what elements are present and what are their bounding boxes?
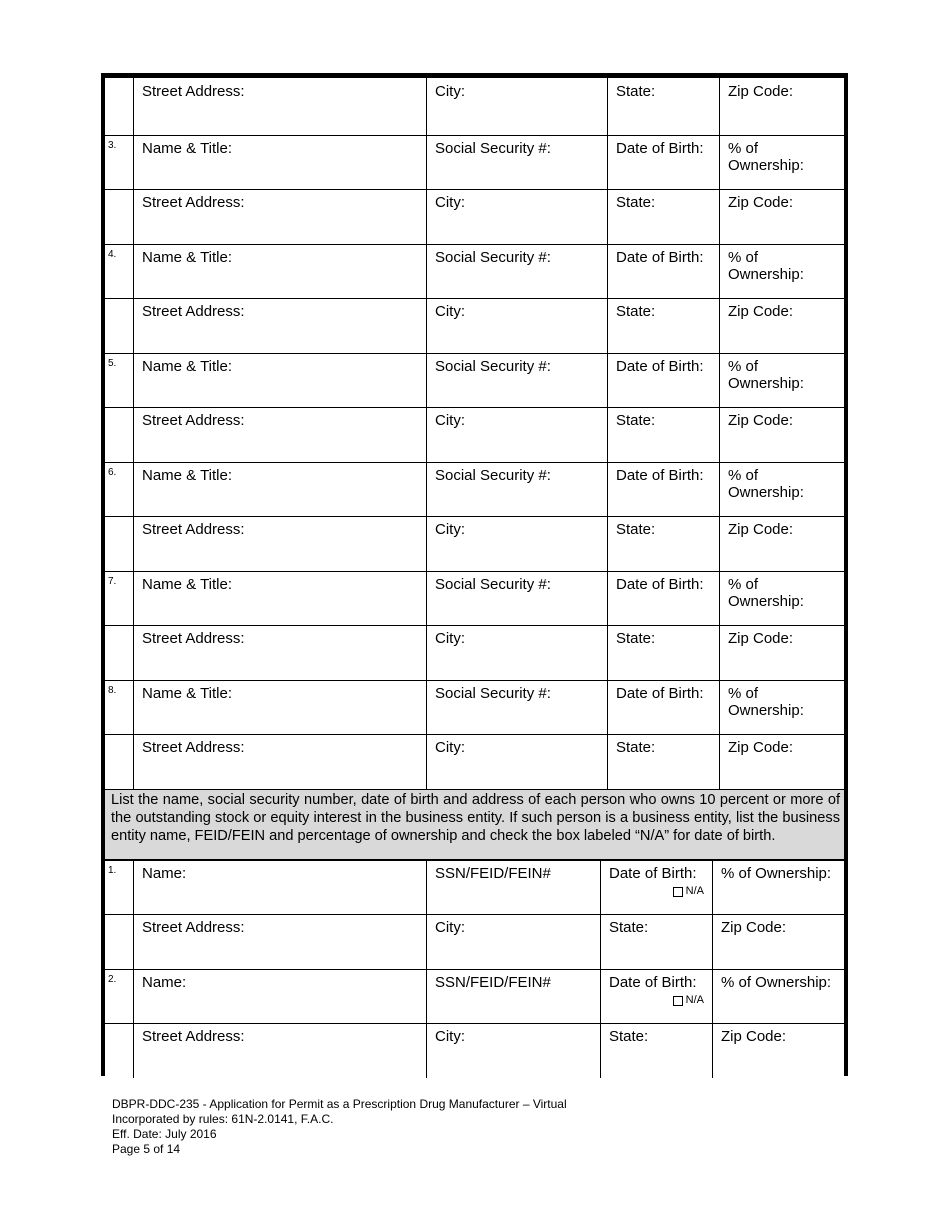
city-label: City: (435, 412, 465, 429)
number-cell (104, 625, 133, 680)
state-label: State: (616, 194, 656, 211)
ownership-field[interactable] (719, 244, 844, 298)
owner-row (105, 571, 844, 625)
name-title-field[interactable] (133, 571, 426, 625)
page-footer (112, 1097, 567, 1157)
name-title-field[interactable] (133, 135, 426, 189)
na-checkbox[interactable] (673, 996, 683, 1006)
social-security-field[interactable] (426, 462, 607, 516)
state-field[interactable] (607, 516, 719, 571)
state-field[interactable] (607, 407, 719, 462)
social-security-field[interactable] (426, 244, 607, 298)
zip-code-field[interactable] (719, 298, 844, 353)
date-of-birth-label: Date of Birth: (616, 249, 704, 266)
social-security-label: Social Security #: (435, 249, 551, 266)
address-row (105, 407, 844, 462)
street-address-field[interactable] (133, 516, 426, 571)
city-field[interactable] (426, 516, 607, 571)
number-cell (104, 78, 133, 135)
state-field[interactable] (607, 298, 719, 353)
street-address-field[interactable] (133, 78, 426, 135)
ownership-field[interactable] (719, 135, 844, 189)
street-address-label: Street Address: (142, 739, 245, 756)
zip-code-label: Zip Code: (728, 412, 794, 429)
street-address-label: Street Address: (142, 194, 245, 211)
social-security-field[interactable] (426, 680, 607, 734)
zip-code-label: Zip Code: (728, 521, 794, 538)
zip-code-field[interactable] (719, 78, 844, 135)
date-of-birth-label: Date of Birth: (616, 576, 704, 593)
social-security-label: Social Security #: (435, 685, 551, 702)
ownership-label: % of Ownership: (728, 140, 804, 174)
zip-code-field[interactable] (712, 1023, 844, 1078)
city-label: City: (435, 1028, 465, 1045)
name-field[interactable] (133, 860, 426, 914)
ssn-feid-fein-field[interactable] (426, 860, 600, 914)
zip-code-label: Zip Code: (728, 739, 794, 756)
date-of-birth-field[interactable] (607, 571, 719, 625)
na-checkbox-group[interactable] (673, 883, 704, 900)
name-title-label: Name & Title: (142, 467, 233, 484)
number-cell (104, 189, 133, 244)
owner-number: 7. (108, 576, 117, 587)
owners-form-frame (101, 73, 848, 1076)
zip-code-field[interactable] (712, 914, 844, 969)
city-field[interactable] (426, 407, 607, 462)
zip-code-label: Zip Code: (728, 630, 794, 647)
state-label: State: (609, 1028, 649, 1045)
street-address-label: Street Address: (142, 83, 245, 100)
owner-number-cell (104, 135, 133, 189)
city-field[interactable] (426, 914, 600, 969)
date-of-birth-label: Date of Birth: (616, 467, 704, 484)
na-label: N/A (685, 994, 704, 1006)
date-of-birth-field[interactable] (600, 969, 712, 1023)
city-field[interactable] (426, 78, 607, 135)
state-field[interactable] (600, 1023, 712, 1078)
street-address-label: Street Address: (142, 303, 245, 320)
zip-code-field[interactable] (719, 407, 844, 462)
owner-row (105, 135, 844, 189)
social-security-label: Social Security #: (435, 467, 551, 484)
name-label: Name: (142, 974, 187, 991)
street-address-label: Street Address: (142, 919, 245, 936)
instructions-banner (105, 789, 844, 860)
owner-number-cell (104, 860, 133, 914)
city-label: City: (435, 303, 465, 320)
name-title-field[interactable] (133, 462, 426, 516)
ownership-label: % of Ownership: (728, 467, 804, 501)
number-cell (104, 407, 133, 462)
address-row (105, 914, 844, 969)
owner-number: 2. (108, 974, 117, 985)
zip-code-label: Zip Code: (721, 1028, 787, 1045)
owner-number: 1. (108, 865, 117, 876)
name-title-label: Name & Title: (142, 249, 233, 266)
name-title-label: Name & Title: (142, 358, 233, 375)
street-address-label: Street Address: (142, 630, 245, 647)
owner-row (105, 680, 844, 734)
name-title-field[interactable] (133, 353, 426, 407)
number-cell (104, 914, 133, 969)
state-field[interactable] (607, 78, 719, 135)
owner-number: 5. (108, 358, 117, 369)
address-row (105, 189, 844, 244)
ssn-feid-fein-label: SSN/FEID/FEIN# (435, 974, 551, 991)
address-row (105, 516, 844, 571)
city-field[interactable] (426, 1023, 600, 1078)
na-checkbox[interactable] (673, 887, 683, 897)
owner-row (105, 969, 844, 1023)
ssn-feid-fein-field[interactable] (426, 969, 600, 1023)
zip-code-label: Zip Code: (728, 83, 794, 100)
social-security-label: Social Security #: (435, 140, 551, 157)
ownership-field[interactable] (712, 860, 844, 914)
name-title-field[interactable] (133, 244, 426, 298)
address-row (105, 625, 844, 680)
zip-code-label: Zip Code: (721, 919, 787, 936)
owner-number-cell (104, 353, 133, 407)
rule-reference: Incorporated by rules: 61N-2.0141, F.A.C. (112, 1112, 334, 1126)
number-cell (104, 734, 133, 789)
number-cell (104, 298, 133, 353)
owner-number-cell (104, 969, 133, 1023)
state-label: State: (616, 83, 656, 100)
state-label: State: (616, 412, 656, 429)
ownership-field[interactable] (719, 462, 844, 516)
street-address-field[interactable] (133, 407, 426, 462)
zip-code-field[interactable] (719, 516, 844, 571)
state-field[interactable] (607, 734, 719, 789)
date-of-birth-label: Date of Birth: (616, 685, 704, 702)
date-of-birth-label: Date of Birth: (609, 865, 697, 882)
state-label: State: (616, 521, 656, 538)
zip-code-label: Zip Code: (728, 303, 794, 320)
city-label: City: (435, 630, 465, 647)
state-field[interactable] (600, 914, 712, 969)
name-title-field[interactable] (133, 680, 426, 734)
effective-date: Eff. Date: July 2016 (112, 1127, 217, 1141)
date-of-birth-field[interactable] (607, 135, 719, 189)
page-number: Page 5 of 14 (112, 1142, 181, 1156)
social-security-field[interactable] (426, 135, 607, 189)
ownership-field[interactable] (719, 353, 844, 407)
street-address-label: Street Address: (142, 1028, 245, 1045)
city-label: City: (435, 83, 465, 100)
state-label: State: (616, 739, 656, 756)
number-cell (104, 1023, 133, 1078)
city-field[interactable] (426, 625, 607, 680)
social-security-field[interactable] (426, 353, 607, 407)
date-of-birth-label: Date of Birth: (616, 358, 704, 375)
address-row-continued (105, 78, 844, 135)
date-of-birth-field[interactable] (607, 353, 719, 407)
ownership-label: % of Ownership: (728, 576, 804, 610)
social-security-label: Social Security #: (435, 576, 551, 593)
ownership-label: % of Ownership: (728, 358, 804, 392)
zip-code-field[interactable] (719, 625, 844, 680)
ownership-field[interactable] (712, 969, 844, 1023)
owner-number-cell (104, 680, 133, 734)
instructions-text: List the name, social security number, date of birth and address of each person who owns 10 percent or more of the outstanding stock or equity interest in the business entity. If such person is a business entity, list the business entity name, FEID/FEIN and percentage of ownership and check the box labeled “N/A” for date of birth. (111, 792, 840, 844)
owner-number: 6. (108, 467, 117, 478)
owner-row (105, 244, 844, 298)
zip-code-field[interactable] (719, 734, 844, 789)
ssn-feid-fein-label: SSN/FEID/FEIN# (435, 865, 551, 882)
state-label: State: (616, 303, 656, 320)
ownership-label: % of Ownership: (721, 974, 832, 991)
zip-code-field[interactable] (719, 189, 844, 244)
owner-number: 4. (108, 249, 117, 260)
address-row (105, 298, 844, 353)
number-cell (104, 516, 133, 571)
date-of-birth-field[interactable] (607, 680, 719, 734)
street-address-field[interactable] (133, 298, 426, 353)
owner-number-cell (104, 571, 133, 625)
city-field[interactable] (426, 734, 607, 789)
owner-row (105, 462, 844, 516)
date-of-birth-field[interactable] (607, 462, 719, 516)
date-of-birth-field[interactable] (607, 244, 719, 298)
street-address-label: Street Address: (142, 412, 245, 429)
street-address-field[interactable] (133, 1023, 426, 1078)
city-field[interactable] (426, 189, 607, 244)
owner-row (105, 353, 844, 407)
date-of-birth-field[interactable] (600, 860, 712, 914)
ownership-field[interactable] (719, 680, 844, 734)
state-label: State: (609, 919, 649, 936)
ownership-field[interactable] (719, 571, 844, 625)
owner-row (105, 860, 844, 914)
city-label: City: (435, 739, 465, 756)
date-of-birth-label: Date of Birth: (616, 140, 704, 157)
owner-number: 8. (108, 685, 117, 696)
owner-number-cell (104, 462, 133, 516)
name-title-label: Name & Title: (142, 576, 233, 593)
ownership-label: % of Ownership: (728, 685, 804, 719)
city-label: City: (435, 194, 465, 211)
name-title-label: Name & Title: (142, 685, 233, 702)
address-row (105, 1023, 844, 1078)
form-title: DBPR-DDC-235 - Application for Permit as a Prescription Drug Manufacturer – Virtual (112, 1097, 567, 1111)
state-field[interactable] (607, 189, 719, 244)
ownership-label: % of Ownership: (721, 865, 832, 882)
city-field[interactable] (426, 298, 607, 353)
social-security-label: Social Security #: (435, 358, 551, 375)
date-of-birth-label: Date of Birth: (609, 974, 697, 991)
ownership-label: % of Ownership: (728, 249, 804, 283)
name-field[interactable] (133, 969, 426, 1023)
na-label: N/A (685, 885, 704, 897)
street-address-label: Street Address: (142, 521, 245, 538)
zip-code-label: Zip Code: (728, 194, 794, 211)
street-address-field[interactable] (133, 914, 426, 969)
street-address-field[interactable] (133, 189, 426, 244)
name-title-label: Name & Title: (142, 140, 233, 157)
owner-number: 3. (108, 140, 117, 151)
name-label: Name: (142, 865, 187, 882)
state-field[interactable] (607, 625, 719, 680)
city-label: City: (435, 521, 465, 538)
owner-number-cell (104, 244, 133, 298)
street-address-field[interactable] (133, 625, 426, 680)
na-checkbox-group[interactable] (673, 992, 704, 1009)
state-label: State: (616, 630, 656, 647)
city-label: City: (435, 919, 465, 936)
social-security-field[interactable] (426, 571, 607, 625)
address-row (105, 734, 844, 789)
street-address-field[interactable] (133, 734, 426, 789)
